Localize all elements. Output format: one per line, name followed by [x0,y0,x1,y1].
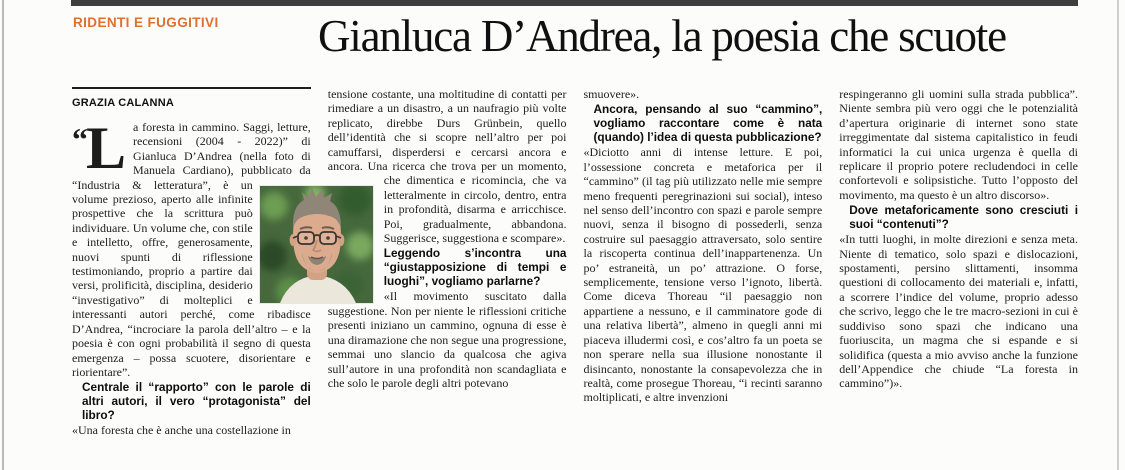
interview-answer-continuation: respingeranno gli uomini sulla strada pubblica”. Niente sembra più vero oggi che le potenzialità d’apertura originarie di internet sono state irreggimentate dal sistema capitalistico in feudi informatici la cui unica urgenza è quella di replicare il proprio potere recludendoci in celle confortevoli e solipsistiche. Tutto l’opposto del movimento, ma questo è un altro discorso». [839,87,1078,202]
paragraph-text: dimentica e ricomincia, che va letteralmente in circolo, dentro, entra in profondità, disarma e arricchisce. Poi, gradualmente, abbandona. Suggerisce, suggestiona e scompare». [383,173,567,246]
drop-cap-quote: “ [72,121,86,157]
page-edge-right [1117,0,1119,470]
drop-cap-letter: L [86,115,127,181]
article-column-4 [839,87,1078,438]
article-body [72,87,1078,438]
top-rule [71,0,1078,6]
interview-question: Centrale il “rapporto” con le parole di altri autori, il vero “protagonista” del libro? [82,380,311,423]
interview-question: Leggendo s’incontra una “giustapposizione di tempi e luoghi”, vogliamo parlarne? [383,246,567,289]
drop-cap [72,115,127,181]
interview-answer: «Il movimento suscitato dalla suggestione. Non per niente le riflessioni critiche presenti iniziano un cammino, ognuna di esse è una diramazione che non segue una progressione, semmai uno slancio da qualcosa che agiva sull’autore in una profondità non scandagliata e che solo le parole degli altri potevano [327,289,567,390]
interview-answer: «Una foresta che è anche una costellazione in [72,423,291,438]
paragraph-text: tensione costante, una moltitudine di contatti per rimediare a un disastro, a un naufragio più volte replicato, direbbe Durs Grünbein, quello dell’identità che si scopre nell’altro per poi camuffarsi, disperdersi e cercarsi ancora e ancora. Una ricerca che trova per un momento, che [327,87,567,188]
article-headline: Gianluca D’Andrea, la poesia che scuote [318,11,1006,61]
interview-answer: «In tutti luoghi, in molte direzioni e senza meta. Niente di tematico, solo spazi e dislocazioni, spostamenti, persino slittamenti, insomma questioni di collocamento dei materiali e, infatti, a scorrere l’indice del volume, proprio adesso che scrivo, leggo che le tre macro-sezioni in cui è suddiviso sono spazi che indicano una fuoriuscita, un magma che si espande e si solidifica (questa a mio avviso anche la funzione dell’Appendice che chiude “La foresta in cammino”)». [839,232,1078,391]
paragraph-text: & letteratura”, è un volume prezioso, aperto alle infinite prospettive che la scrittura può individuare. Un volume che, con stile e intelletto, offre, generosamente, nuovi spunti di riflessione testimoniando, proprio a partire dai versi, prolificità, disciplina, desiderio “investigativo” di molteplici e interessanti autori perché, come ribadisce D’Andrea, “incrociare la parola dell’altro – e la poesia è con ogni probabilità il segno di questa emergenza – possa scuotere, disorientare e riorientare”. [72,177,311,379]
section-kicker: RIDENTI E FUGGITIVI [73,15,219,30]
byline-block [72,87,311,111]
author-photo [260,186,373,303]
page-edge-left [2,0,4,470]
paragraph-text: a foresta in cammino. Saggi, letture, recensioni (2004 - 2022)” di Gianluca D’Andrea (nella foto di Manuela Cardiano), pubblicato da “Industria [72,120,311,192]
interview-answer-continuation: smuovere». [583,87,640,101]
interview-question: Ancora, pensando al suo “cammino”, vogliamo raccontare come è nata (quando) l’idea di questa pubblicazione? [593,102,823,145]
interview-answer: «Diciotto anni di intense letture. E poi, l’ossessione concreta e metaforica per il “cammino” (il tag più utilizzato nelle mie sempre meno frequenti peregrinazioni sui social), inteso nel senso dell’incontro con spazi e parole sempre nuovi, senza il bisogno di possederli, senza costruire sul paesaggio attraversato, solo sentire la riscoperta continua dell’inappartenenza. Un po’ estraneità, un po’ attrazione. O forse, semplicemente, tensione verso l’ignoto, libertà. Come diceva Thoreau “il paesaggio non appartiene a nessuno, e il camminatore gode di una relativa libertà”, almeno in quegli anni mi piaceva illudermi così, e cos’altro fa un poeta se non sperare nella sua illusione nonostante il disincanto, nonostante la consapevolezza che in realtà, come prosegue Thoreau, “i recinti saranno moltiplicati, e altre invenzioni [583,145,823,405]
article-column-3 [584,87,823,438]
author-byline: GRAZIA CALANNA [72,97,174,109]
interview-question: Dove metaforicamente sono cresciuti i suoi “contenuti”? [849,203,1078,232]
